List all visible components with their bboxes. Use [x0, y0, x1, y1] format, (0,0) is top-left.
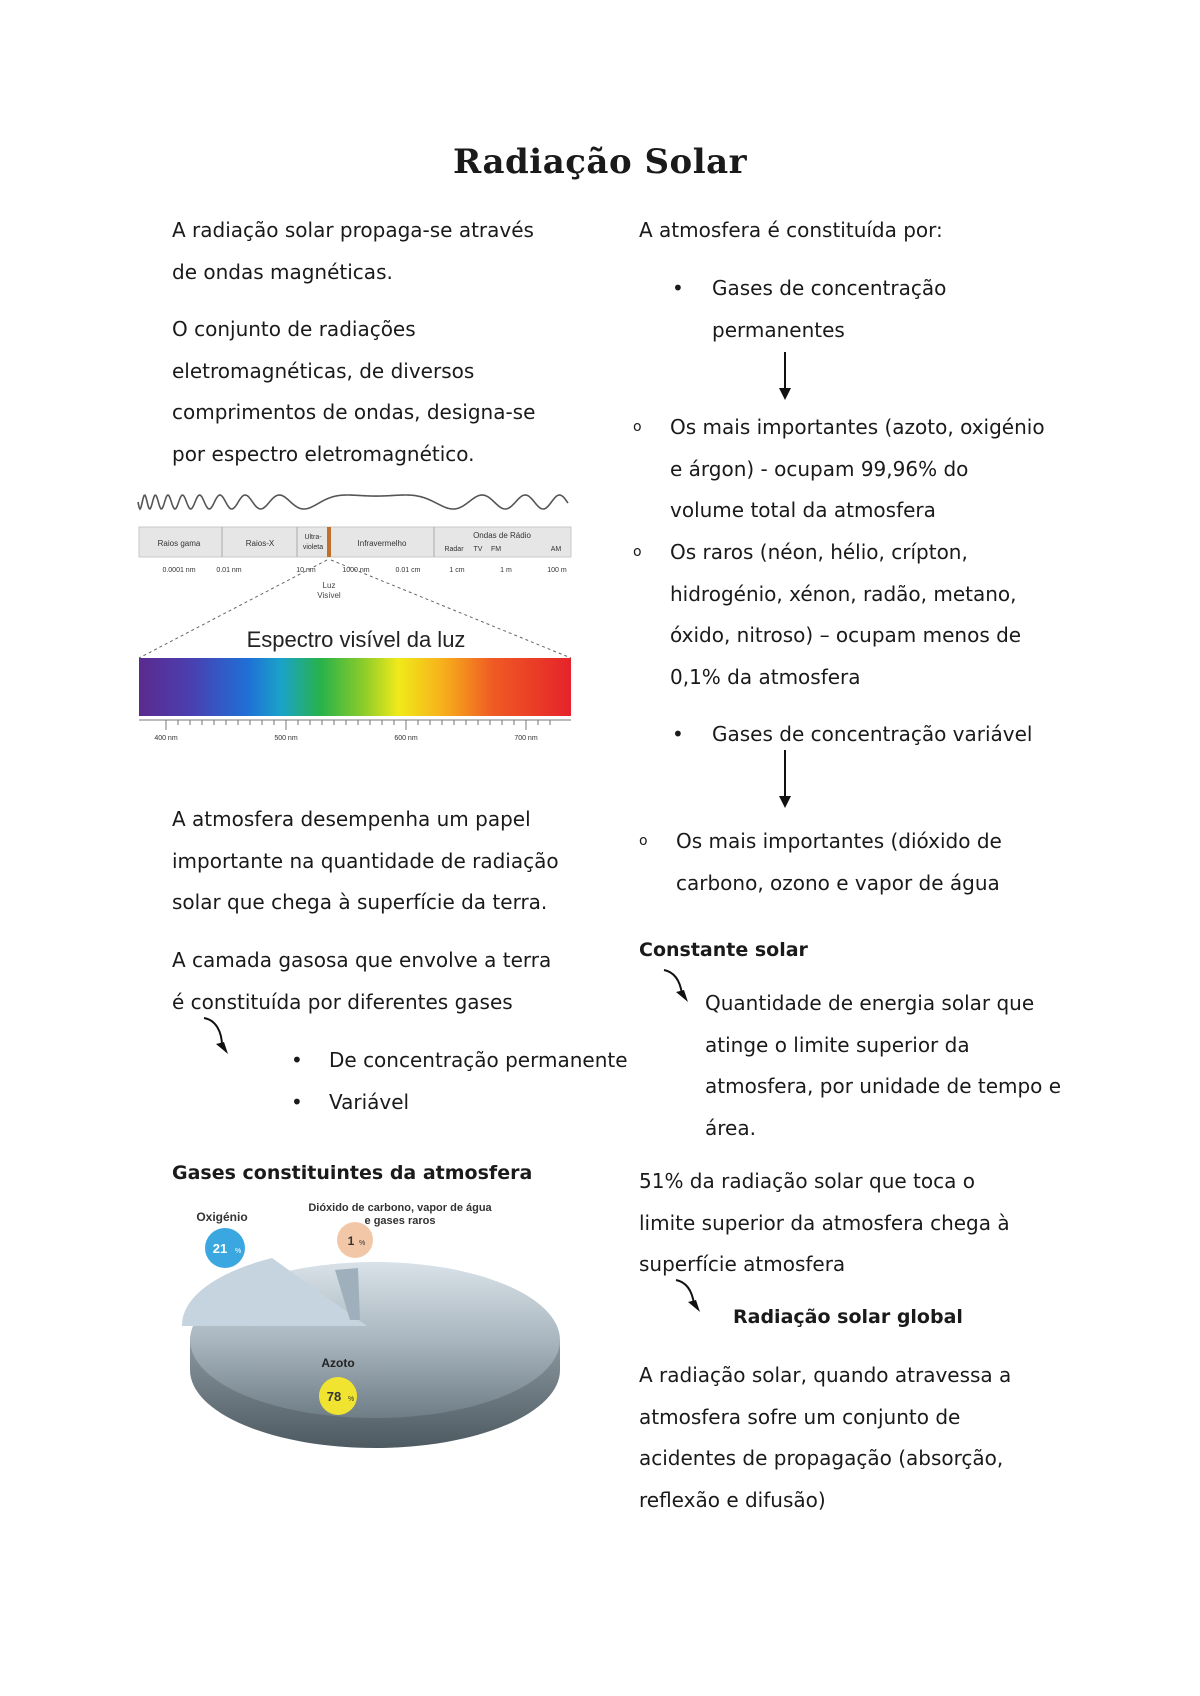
global-radiation-heading: Radiação solar global: [733, 1306, 963, 1328]
right-sub-3: o Os mais importantes (dióxido de carbono, ozono e vapor de água: [639, 821, 1079, 904]
oxygen-label: Oxigénio: [196, 1210, 248, 1224]
tick-label: 0.0001 nm: [162, 567, 196, 574]
left-paragraph-1: A radiação solar propaga-se através de ondas magnéticas.: [172, 218, 534, 284]
tick-label: 1 m: [500, 567, 512, 574]
bullet-icon: •: [672, 722, 684, 746]
curved-arrow-icon: [672, 1276, 714, 1320]
visible-light-band: [327, 527, 331, 557]
bullet-icon: •: [672, 276, 684, 300]
down-arrow-icon: [775, 748, 795, 812]
oxygen-value: 21: [212, 1241, 228, 1256]
tick-label: 0.01 cm: [395, 567, 421, 574]
band-gamma: Raios gama: [157, 539, 201, 548]
band-uv-2: violeta: [302, 544, 324, 551]
nm-tick-label: 600 nm: [394, 735, 418, 742]
band-tv: TV: [473, 546, 483, 553]
page-title: Radiação Solar: [452, 142, 748, 182]
band-uv-1: Ultra-: [304, 534, 322, 541]
curved-arrow-icon: [200, 1014, 244, 1062]
constante-heading: Constante solar: [639, 939, 808, 961]
percent-sign: %: [235, 1248, 242, 1255]
visible-spectrum-bar: [139, 658, 571, 716]
left-paragraph-2: O conjunto de radiações eletromagnéticas, de diversos comprimentos de ondas, designa-se por espectro eletromagnético.: [172, 317, 536, 466]
bullet-icon: •: [291, 1089, 303, 1114]
nitrogen-value: 78: [326, 1389, 342, 1404]
right-last-paragraph: A radiação solar, quando atravessa a atmosfera sofre um conjunto de acidentes de propagação (absorção, reflexão e difusão): [639, 1363, 1012, 1512]
percent-sign: %: [348, 1396, 355, 1403]
tick-label: 0.01 nm: [216, 567, 242, 574]
down-arrow-icon: [775, 350, 795, 402]
band-fm: FM: [490, 546, 502, 553]
constante-text: Quantidade de energia solar que atinge o limite superior da atmosfera, por unidade de tempo e área.: [705, 991, 1062, 1140]
tick-label: 1000 nm: [342, 567, 370, 574]
right-sub-2: o Os raros (néon, hélio, crípton, hidrogénio, xénon, radão, metano, óxido, nitroso) – ocupam menos de 0,1% da atmosfera: [633, 532, 1073, 698]
tick-label: 10 nm: [296, 567, 316, 574]
curved-arrow-icon: [660, 966, 702, 1010]
band-radio: Ondas de Rádio: [473, 531, 531, 540]
visible-label-1: Luz: [322, 581, 336, 590]
circle-bullet-icon: o: [639, 833, 648, 849]
other-gases-label-1: Dióxido de carbono, vapor de água: [308, 1202, 492, 1214]
right-bullet-2: • Gases de concentração variável: [672, 714, 1072, 756]
nm-tick-label: 500 nm: [274, 735, 298, 742]
band-infrared: Infravermelho: [357, 539, 407, 548]
band-xray: Raios-X: [245, 539, 275, 548]
tick-label: 1 cm: [449, 567, 465, 574]
wave-graphic: [138, 495, 568, 509]
right-bullet-1: • Gases de concentração permanentes: [672, 268, 992, 351]
nm-tick-label: 700 nm: [514, 735, 538, 742]
other-gases-value: 1: [347, 1234, 355, 1248]
circle-bullet-icon: o: [633, 419, 642, 435]
band-radar: Radar: [444, 546, 464, 553]
circle-bullet-icon: o: [633, 544, 642, 560]
nitrogen-label: Azoto: [321, 1356, 355, 1370]
visible-spectrum-heading: Espectro visível da luz: [246, 627, 466, 652]
list-item: • Variável: [291, 1082, 631, 1124]
gas-type-list: [291, 1040, 631, 1123]
band-am: AM: [550, 546, 562, 553]
bullet-icon: •: [291, 1048, 303, 1072]
other-gases-marker: [337, 1222, 373, 1258]
percent-sign: %: [359, 1240, 366, 1247]
right-intro: A atmosfera é constituída por:: [639, 218, 943, 242]
visible-label-2: Visível: [317, 591, 341, 600]
right-sub-1: o Os mais importantes (azoto, oxigénio e árgon) - ocupam 99,96% do volume total da atmosfera: [633, 407, 1073, 532]
left-paragraph-4: A camada gasosa que envolve a terra é constituída por diferentes gases: [172, 948, 552, 1014]
electromagnetic-spectrum-figure: [134, 490, 574, 750]
other-gases-label-2: e gases raros: [364, 1215, 436, 1227]
atmosphere-gas-pie: [160, 1200, 580, 1470]
right-paragraph-51: 51% da radiação solar que toca o limite superior da atmosfera chega à superfície atmosfera: [639, 1169, 1010, 1276]
left-paragraph-3: A atmosfera desempenha um papel importante na quantidade de radiação solar que chega à superfície da terra.: [172, 807, 559, 914]
pie-heading: Gases constituintes da atmosfera: [172, 1162, 533, 1184]
nm-tick-label: 400 nm: [154, 735, 178, 742]
tick-label: 100 m: [547, 567, 567, 574]
list-item: • De concentração permanente: [291, 1040, 631, 1082]
